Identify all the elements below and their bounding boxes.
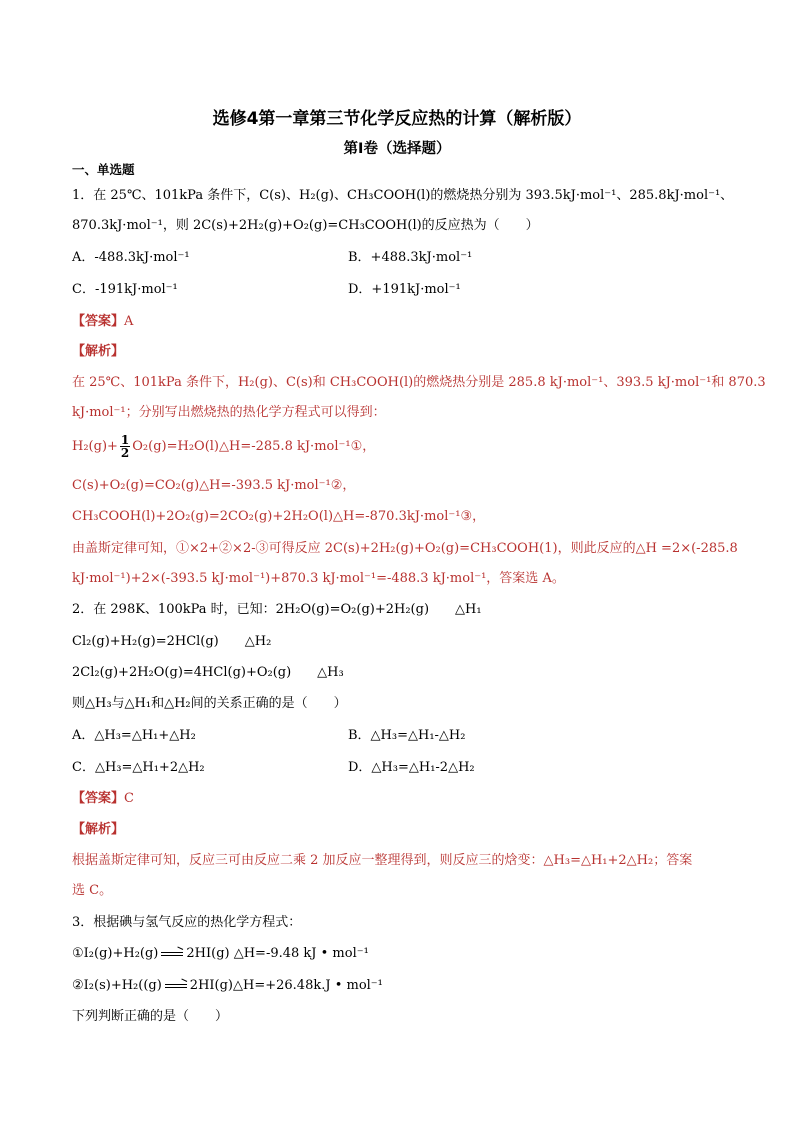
q2-analysis-line2: 选 C。 <box>72 883 113 898</box>
eq2-reactants: ②I₂(s)+H₂((g) <box>72 978 162 993</box>
q1-analysis-label <box>72 343 124 361</box>
q1-analysis-eq2: C(s)+O₂(g)=CO₂(g)△H=-393.5 kJ·mol⁻¹②， <box>72 478 356 493</box>
q1-stem-line1: 1．在 25℃、101kPa 条件下，C(s)、H₂(g)、CH₃COOH(l)的燃烧热分别为 393.5kJ·mol⁻¹、285.8kJ·mol⁻¹、 <box>72 188 734 203</box>
eq1-right: O₂(g)=H₂O(l)△H=-285.8 kJ·mol⁻¹①， <box>132 439 376 454</box>
q1-analysis-line2: kJ·mol⁻¹；分别写出燃烧热的热化学方程式可以得到： <box>72 405 386 420</box>
q1-option-c: C．-191kJ·mol⁻¹ <box>72 282 178 297</box>
q2-stem-line3: 2Cl₂(g)+2H₂O(g)=4HCl(g)+O₂(g) △H₃ <box>72 665 344 680</box>
fraction <box>120 434 130 459</box>
q2-option-a: A．△H₃=△H₁+△H₂ <box>72 728 196 743</box>
answer-label: 【答案】 <box>72 791 125 806</box>
q1-analysis-line7: kJ·mol⁻¹)+2×(-393.5 kJ·mol⁻¹)+870.3 kJ·mol⁻¹=-488.3 kJ·mol⁻¹，答案选 A。 <box>72 571 565 586</box>
q2-option-c: C．△H₃=△H₁+2△H₂ <box>72 760 205 775</box>
q3-stem-line2: 下列判断正确的是（ ） <box>72 1009 229 1024</box>
q1-analysis-line1: 在 25℃、101kPa 条件下，H₂(g)、C(s)和 CH₃COOH(l)的燃烧热分别是 285.8 kJ·mol⁻¹、393.5 kJ·mol⁻¹和 870.3 <box>72 375 766 390</box>
eq1-reactants: ①I₂(g)+H₂(g) <box>72 946 159 961</box>
q1-answer <box>72 313 133 331</box>
q2-stem-line4: 则△H₃与△H₁和△H₂间的关系正确的是（ ） <box>72 696 347 711</box>
q2-option-b: B．△H₃=△H₁-△H₂ <box>348 728 466 743</box>
q2-stem-line2: Cl₂(g)+H₂(g)=2HCl(g) △H₂ <box>72 634 272 649</box>
q3-equation1 <box>72 945 369 963</box>
answer-value: A <box>124 314 134 329</box>
analysis-label: 【解析】 <box>72 822 125 837</box>
q1-option-d: D．+191kJ·mol⁻¹ <box>348 282 461 297</box>
equilibrium-arrow-icon <box>161 950 183 958</box>
q2-option-d: D．△H₃=△H₁-2△H₂ <box>348 760 475 775</box>
answer-label: 【答案】 <box>72 314 125 329</box>
fraction-numerator: 1 <box>120 433 130 447</box>
eq1-left: H₂(g)+ <box>72 439 118 454</box>
q1-option-b: B．+488.3kJ·mol⁻¹ <box>348 250 473 265</box>
q2-analysis-line1: 根据盖斯定律可知，反应三可由反应二乘 2 加反应一整理得到，则反应三的焓变：△H₃=△H₁+2△H₂；答案 <box>72 853 693 868</box>
q1-stem-line2: 870.3kJ·mol⁻¹，则 2C(s)+2H₂(g)+O₂(g)=CH₃COOH(l)的反应热为（ ） <box>72 218 539 233</box>
q1-option-a: A．-488.3kJ·mol⁻¹ <box>72 250 190 265</box>
q2-analysis-label <box>72 821 124 839</box>
q3-equation2 <box>72 977 383 995</box>
q2-stem-line1: 2．在 298K、100kPa 时，已知：2H₂O(g)=O₂(g)+2H₂(g) △H₁ <box>72 602 482 617</box>
answer-value: C <box>124 791 134 806</box>
q1-analysis-eq1 <box>72 434 375 460</box>
equilibrium-arrow-icon <box>165 982 187 990</box>
section-heading: 一、单选题 <box>72 162 135 177</box>
page-title: 选修4第一章第三节化学反应热的计算（解析版） <box>212 109 582 129</box>
q1-analysis-eq3: CH₃COOH(l)+2O₂(g)=2CO₂(g)+2H₂O(l)△H=-870.3kJ·mol⁻¹③， <box>72 509 486 524</box>
q1-analysis-line6: 由盖斯定律可知，①×2+②×2-③可得反应 2C(s)+2H₂(g)+O₂(g)=CH₃COOH(1)，则此反应的△H =2×(-285.8 <box>72 541 738 556</box>
q3-stem-line1: 3．根据碘与氢气反应的热化学方程式： <box>72 915 302 930</box>
eq2-products: 2HI(g)△H=+26.48k.J • mol⁻¹ <box>189 978 383 993</box>
analysis-label: 【解析】 <box>72 344 125 359</box>
fraction-denominator: 2 <box>120 446 130 460</box>
q2-answer <box>72 790 134 808</box>
eq1-products: 2HI(g) △H=-9.48 kJ • mol⁻¹ <box>186 946 369 961</box>
page-subtitle: 第Ⅰ卷（选择题） <box>343 141 451 157</box>
